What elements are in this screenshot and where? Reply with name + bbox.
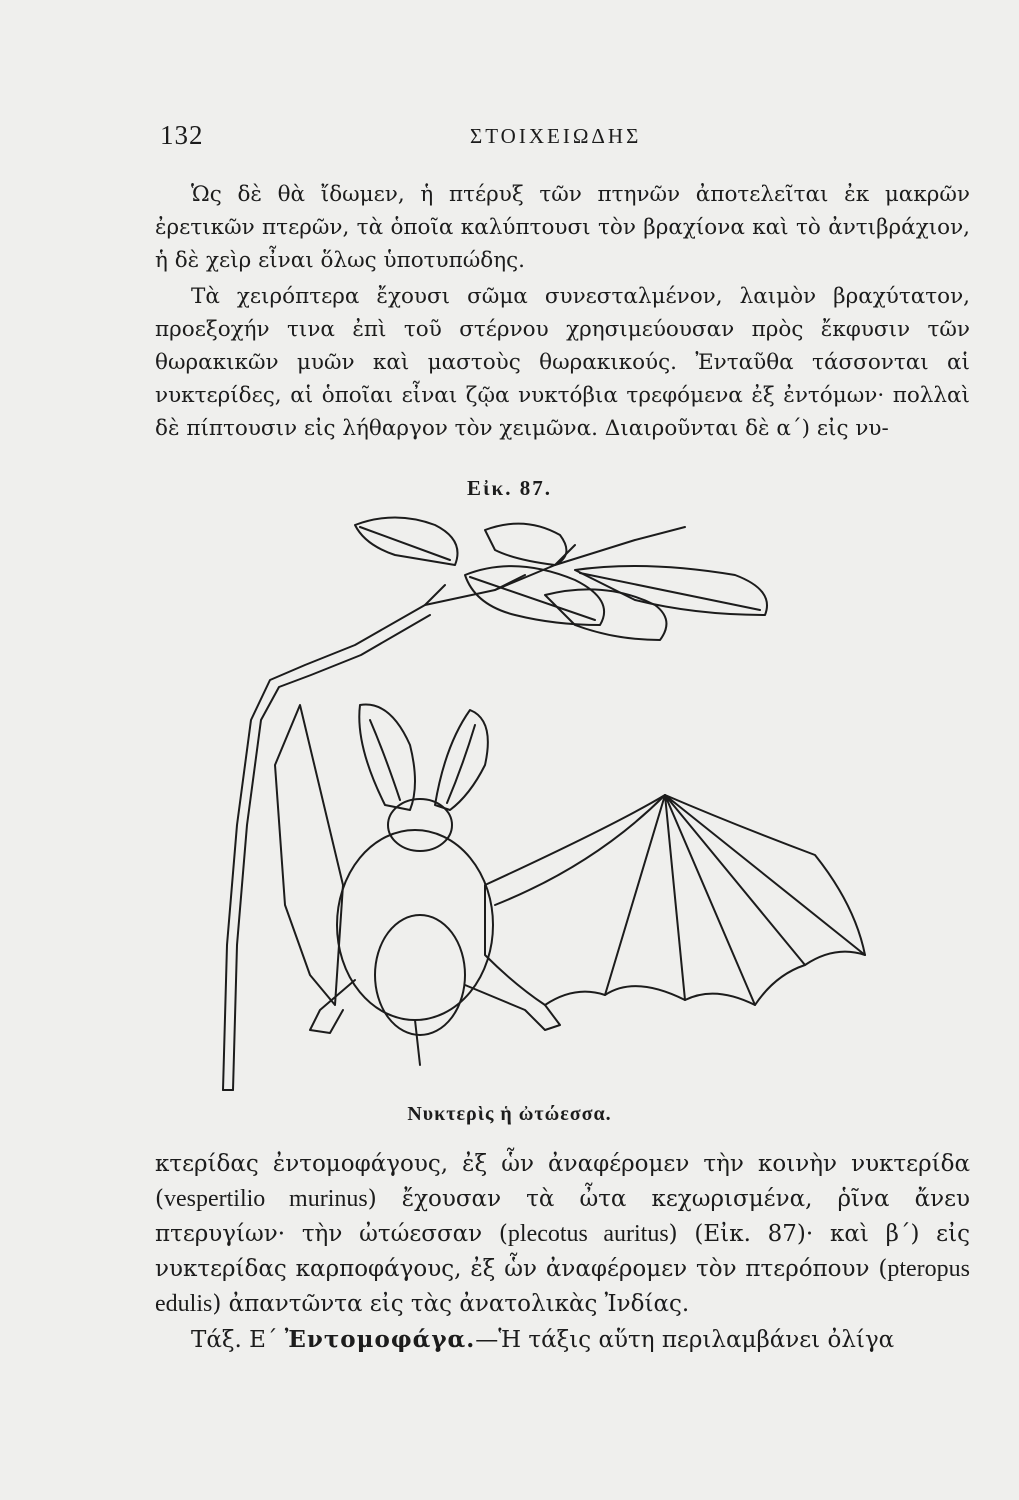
bat-illustration bbox=[215, 505, 885, 1100]
section-text: —Ἡ τάξις αὕτη περιλαμβάνει ὀλίγα bbox=[475, 1327, 895, 1353]
bat-foot bbox=[310, 980, 355, 1033]
bat-head bbox=[388, 799, 452, 851]
figure-caption: Νυκτερὶς ἡ ὠτώεσσα. bbox=[407, 1103, 612, 1125]
bat-ear bbox=[435, 710, 488, 810]
text-segment: ) ἔχουσαν τὰ ὦτα κεχωρισμένα, ῥῖνα ἄνευ πτερυγίων· τὴν ὠτώεσσαν ( bbox=[155, 1186, 970, 1247]
page-header bbox=[160, 120, 960, 156]
section-title: Ἐντομοφάγα. bbox=[284, 1326, 476, 1353]
page-number: 132 bbox=[160, 120, 204, 150]
running-title: ΣΤΟΙΧΕΙΩΔΗΣ bbox=[470, 124, 642, 148]
paragraph-chiroptera: Τὰ χειρόπτερα ἔχουσι σῶμα συνεσταλμένον, λαιμὸν βραχύτατον, προεξοχήν τινα ἐπὶ τοῦ στέρνου χρησιμεύουσαν πρὸς ἔκφυσιν τῶν θωρακικῶν μυῶν καὶ μαστοὺς θωρακικούς. Ἐνταῦθα τάσσονται αἱ νυκτερίδες, αἱ ὁποῖαι εἶναι ζῷα νυκτόβια τρεφόμενα ἐξ ἐντόμων· πολλαὶ δὲ πίπτουσιν εἰς λήθαργον τὸν χειμῶνα. Διαιροῦνται δὲ α΄) εἰς νυ- bbox=[155, 284, 970, 441]
latin-name: pteropus edulis bbox=[155, 1256, 970, 1317]
figure-label: Εἰκ. 87. bbox=[467, 476, 552, 500]
bat-ear bbox=[359, 705, 415, 811]
bat-body bbox=[337, 830, 493, 1020]
paragraph-bird-wing: Ὡς δὲ θὰ ἴδωμεν, ἡ πτέρυξ τῶν πτηνῶν ἀποτελεῖται ἐκ μακρῶν ἐρετικῶν πτερῶν, τὰ ὁποῖα καλύπτουσι τὸν βραχίονα καὶ τὸ ἀντιβράχιον, ἡ δὲ χεὶρ εἶναι ὅλως ὑποτυπώδης. bbox=[155, 182, 970, 273]
bat-foot bbox=[465, 985, 560, 1030]
latin-name: plecotus auritus bbox=[507, 1221, 669, 1247]
paragraph-bat-classes bbox=[155, 1147, 970, 1322]
bat-wing-left bbox=[275, 705, 343, 1005]
leaf bbox=[485, 524, 566, 565]
branch bbox=[223, 527, 685, 1090]
text-segment: κτερίδας ἐντομοφάγους, ἐξ ὧν ἀναφέρομεν τὴν κοινὴν νυκτερίδα ( bbox=[155, 1151, 970, 1212]
latin-name: vespertilio murinus bbox=[163, 1186, 368, 1212]
section-insectivora bbox=[155, 1322, 970, 1358]
text-segment: ) (Εἰκ. 87)· καὶ β΄) εἰς νυκτερίδας καρποφάγους, ἐξ ὧν ἀναφέρομεν τὸν πτερόπουν ( bbox=[155, 1221, 971, 1282]
text-segment: ) ἀπαντῶντα εἰς τὰς ἀνατολικὰς Ἰνδίας. bbox=[212, 1291, 690, 1317]
section-label: Τάξ. Ε΄ bbox=[191, 1327, 278, 1353]
leaf bbox=[545, 589, 666, 640]
